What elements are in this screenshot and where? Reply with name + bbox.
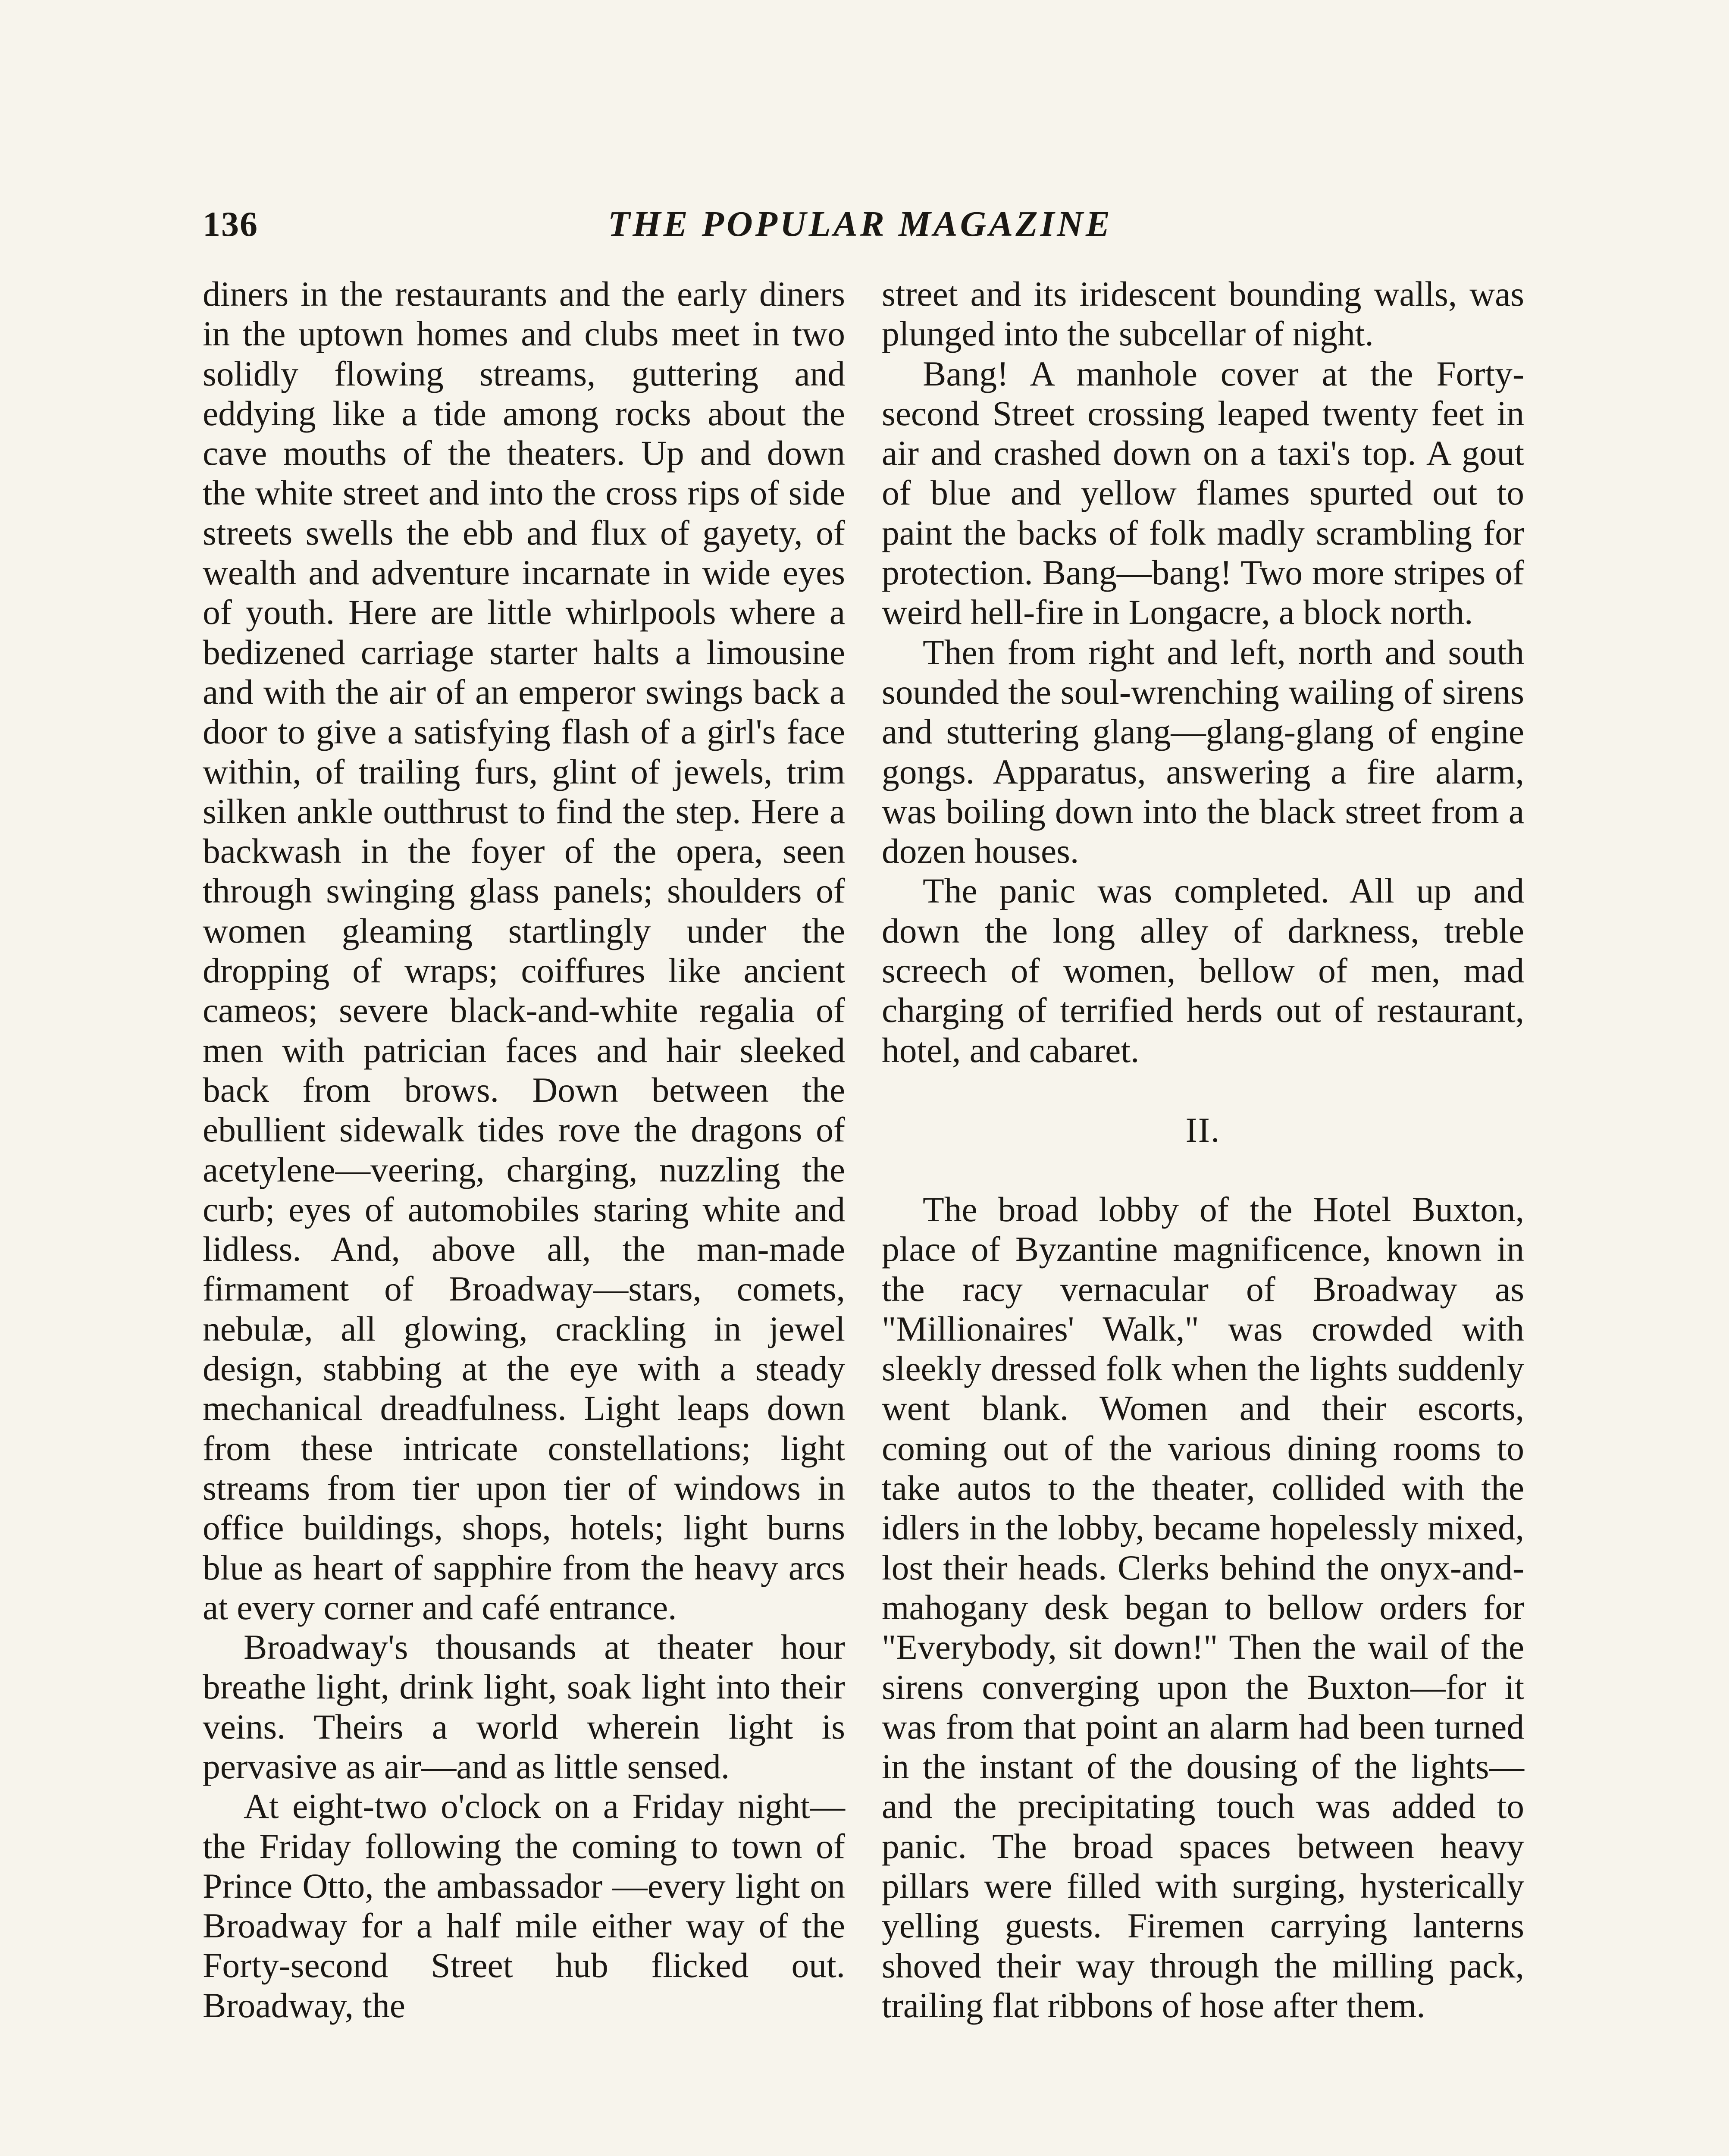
- body-paragraph: At eight-two o'clock on a Friday night—the Friday following the coming to town of Prince Otto, the ambassador —every light on Broadway for a half mile either way of the Forty-second Street hub flicked out. Broadway, the: [203, 1786, 845, 2025]
- left-column: [203, 274, 845, 2025]
- body-paragraph: street and its iridescent bounding walls, was plunged into the subcellar of night.: [882, 274, 1524, 354]
- body-paragraph: diners in the restaurants and the early diners in the uptown homes and clubs meet in two solidly flowing streams, guttering and eddying like a tide among rocks about the cave mouths of the theaters. Up and down the white street and into the cross rips of side streets swells the ebb and flux of gayety, of wealth and adventure incarnate in wide eyes of youth. Here are little whirlpools where a bedizened carriage starter halts a limousine and with the air of an emperor swings back a door to give a satisfying flash of a girl's face within, of trailing furs, glint of jewels, trim silken ankle outthrust to find the step. Here a backwash in the foyer of the opera, seen through swinging glass panels; shoulders of women gleaming startlingly under the dropping of wraps; coiffures like ancient cameos; severe black-and-white regalia of men with patrician faces and hair sleeked back from brows. Down between the ebullient sidewalk tides rove the dragons of acetylene—veering, charging, nuzzling the curb; eyes of automobiles staring white and lidless. And, above all, the man-made firmament of Broadway—stars, comets, nebulæ, all glowing, crackling in jewel design, stabbing at the eye with a steady mechanical dreadfulness. Light leaps down from these intricate constellations; light streams from tier upon tier of windows in office buildings, shops, hotels; light burns blue as heart of sapphire from the heavy arcs at every corner and café entrance.: [203, 274, 845, 1627]
- body-paragraph: Broadway's thousands at theater hour breathe light, drink light, soak light into their veins. Theirs a world wherein light is pervasive as air—and as little sensed.: [203, 1627, 845, 1786]
- body-paragraph: The panic was completed. All up and down the long alley of darkness, treble screech of women, bellow of men, mad charging of terrified herds out of restaurant, hotel, and cabaret.: [882, 871, 1524, 1070]
- running-title: THE POPULAR MAGAZINE: [608, 204, 1113, 244]
- body-paragraph: Bang! A manhole cover at the Forty-second Street crossing leaped twenty feet in air and crashed down on a taxi's top. A gout of blue and yellow flames spurted out to paint the backs of folk madly scrambling for protection. Bang—bang! Two more stripes of weird hell-fire in Longacre, a block north.: [882, 354, 1524, 632]
- page-header: [203, 196, 1518, 252]
- section-heading: II.: [1185, 1110, 1221, 1150]
- page-number: 136: [203, 204, 258, 244]
- right-column: [882, 274, 1524, 2025]
- body-paragraph: Then from right and left, north and south sounded the soul-wrenching wailing of sirens and stuttering glang—glang-glang of engine gongs. Apparatus, answering a fire alarm, was boiling down into the black street from a dozen houses.: [882, 632, 1524, 871]
- body-paragraph: The broad lobby of the Hotel Buxton, place of Byzantine magnificence, known in the racy vernacular of Broadway as "Millionaires' Walk," was crowded with sleekly dressed folk when the lights suddenly went blank. Women and their escorts, coming out of the various dining rooms to take autos to the theater, collided with the idlers in the lobby, became hopelessly mixed, lost their heads. Clerks behind the onyx-and-mahogany desk began to bellow orders for "Everybody, sit down!" Then the wail of the sirens converging upon the Buxton—for it was from that point an alarm had been turned in the instant of the dousing of the lights—and the precipitating touch was added to panic. The broad spaces between heavy pillars were filled with surging, hysterically yelling guests. Firemen carrying lanterns shoved their way through the milling pack, trailing flat ribbons of hose after them.: [882, 1189, 1524, 2025]
